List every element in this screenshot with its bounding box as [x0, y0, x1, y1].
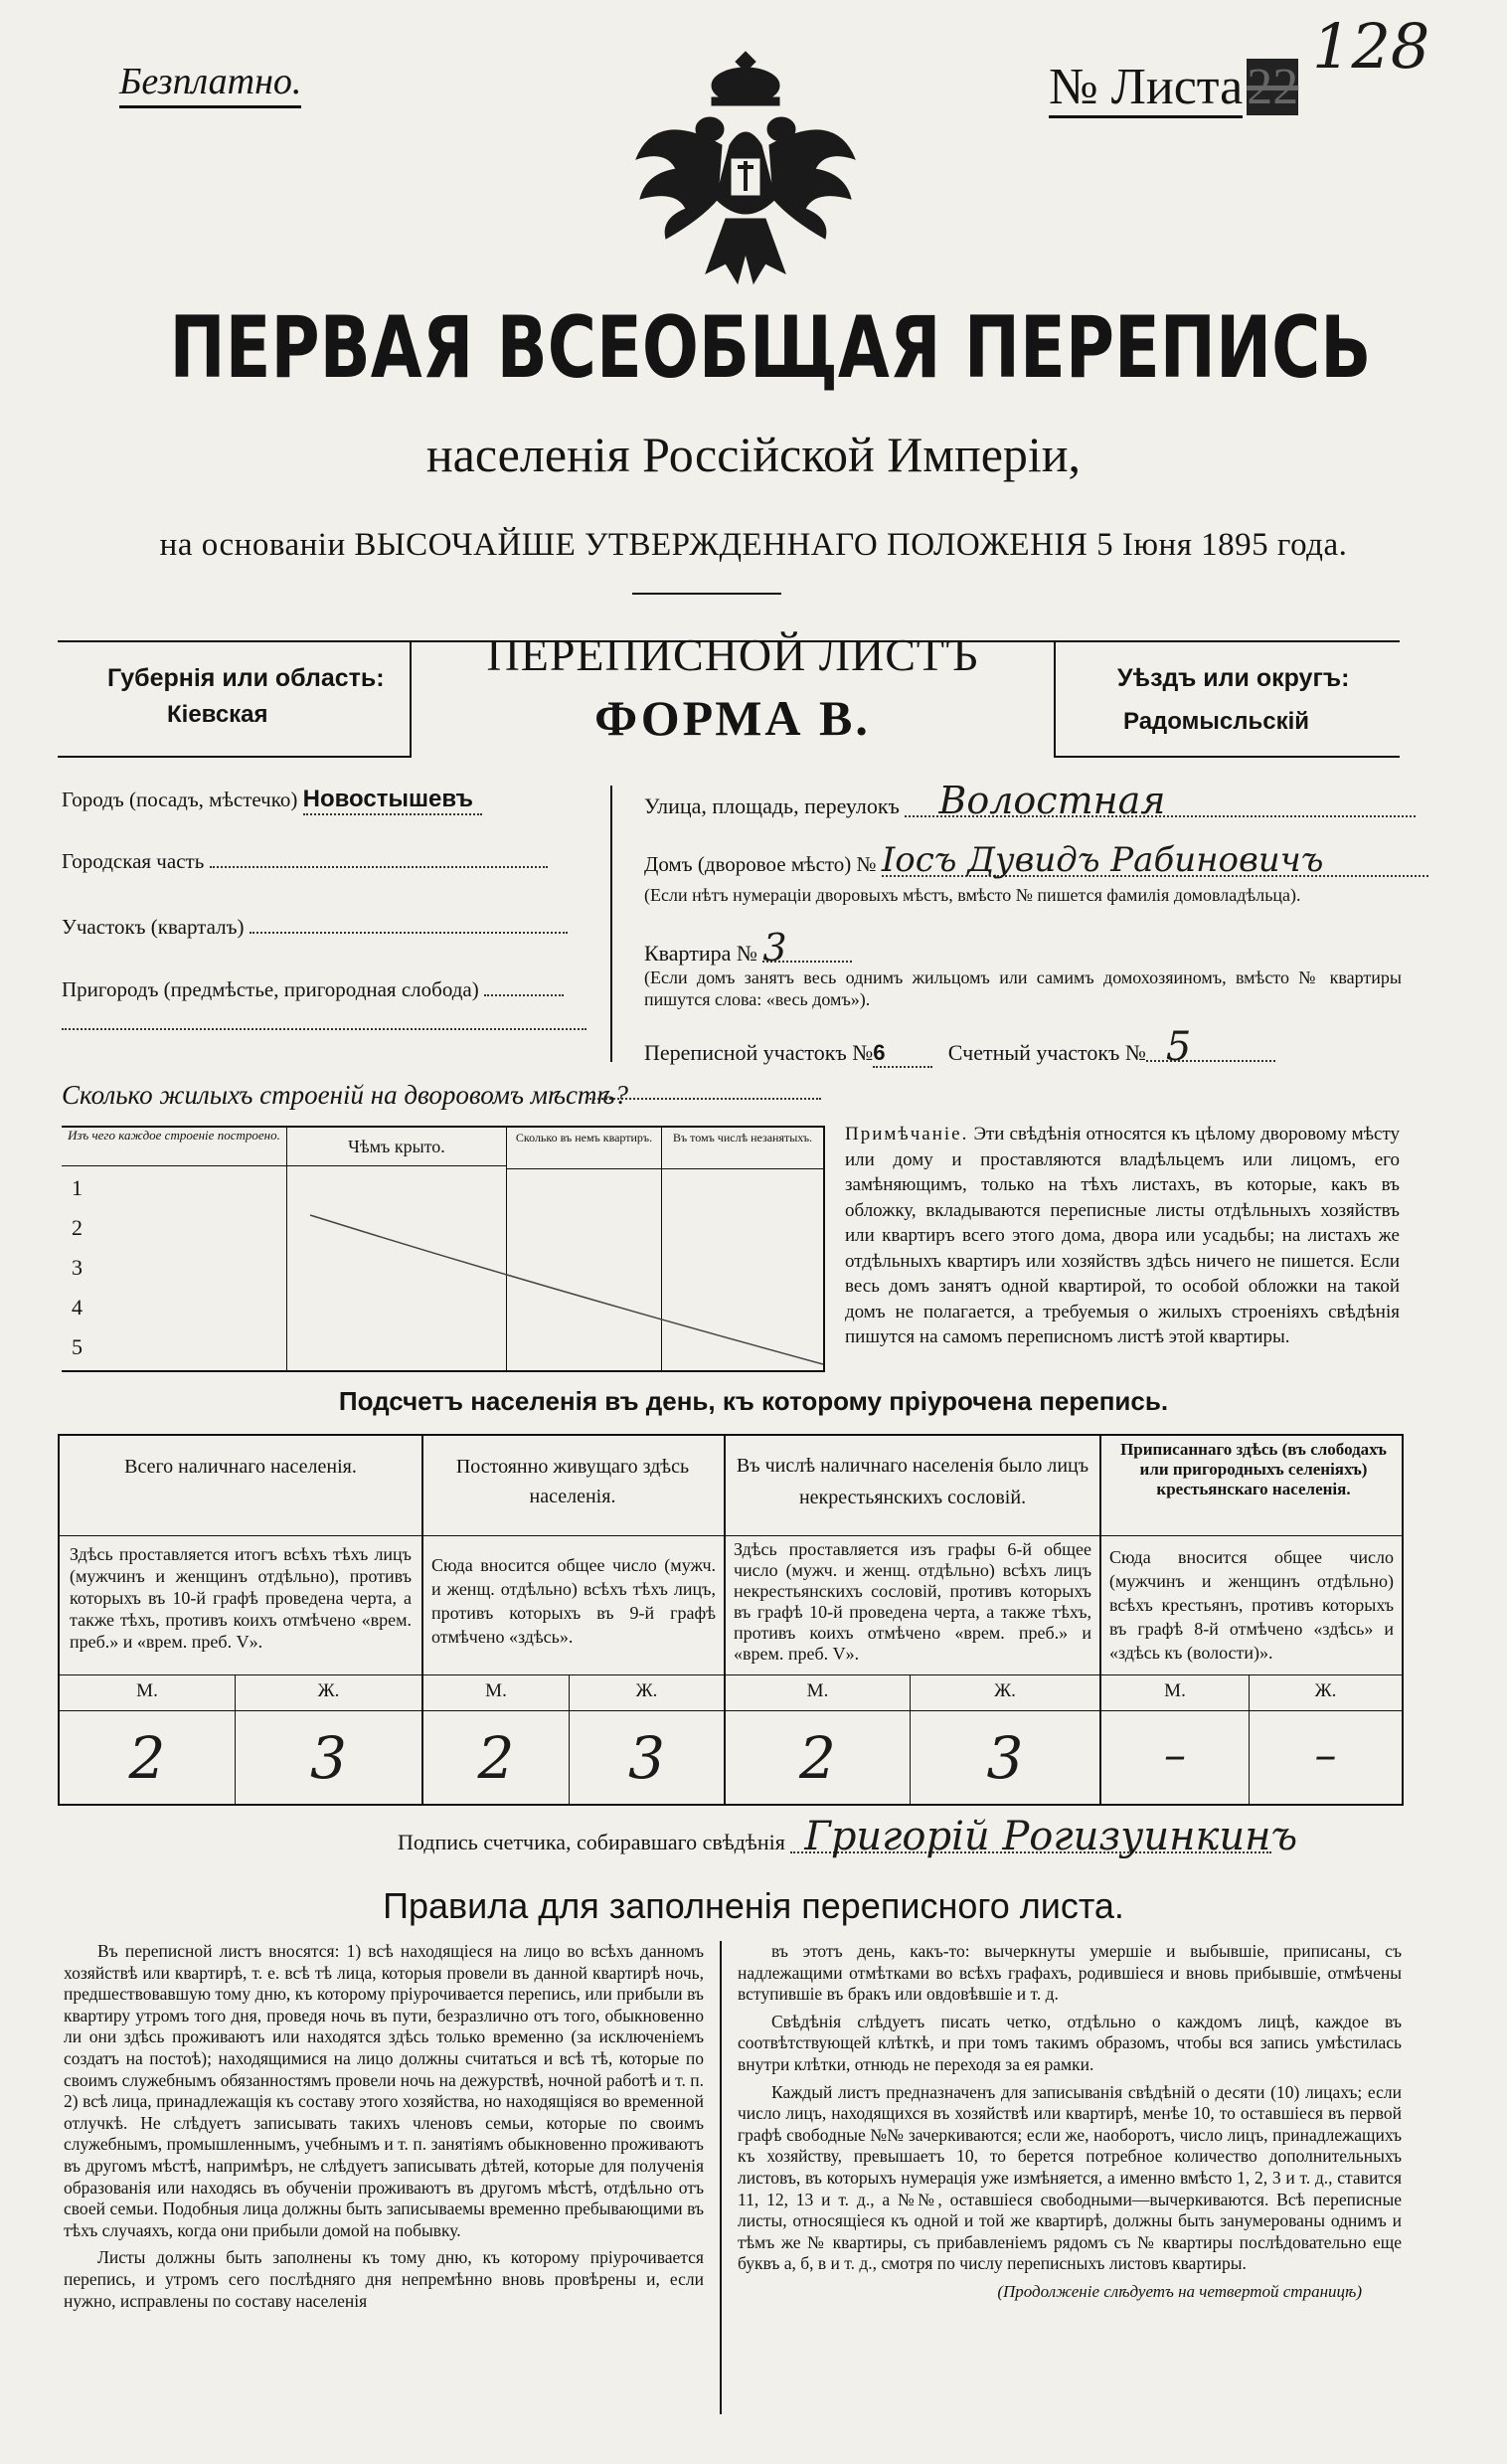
- street-value: Волостная: [905, 786, 1416, 817]
- count-col4-f-label: Ж.: [1314, 1680, 1337, 1701]
- buildings-header-roof: Чѣмъ крыто.: [287, 1128, 507, 1166]
- apartment-label: Квартира №: [644, 941, 757, 966]
- count-col4-m-label: М.: [1164, 1680, 1186, 1701]
- house-note: (Если нѣтъ нумераціи дворовыхъ мѣстъ, вмѣсто № пишется фамилія домовладѣльца).: [644, 885, 1301, 905]
- count-col4-f-value: –: [1314, 1730, 1337, 1781]
- house-field[interactable]: [644, 840, 1439, 880]
- main-title: ПЕРВАЯ ВСЕОБЩАЯ ПЕРЕПИСЬ: [169, 298, 1372, 398]
- count-col2-m-value: 2: [477, 1724, 515, 1792]
- suburb-label: Пригородъ (предмѣстье, пригородная слобода): [62, 977, 479, 1001]
- count-plot-label: Счетный участокъ №: [947, 1040, 1146, 1065]
- form-box-left-bottom-rule: [58, 756, 410, 758]
- decree-line: на основаніи ВЫСОЧАЙШЕ УТВЕРЖДЕННАГО ПОЛОЖЕНІЯ 5 Іюня 1895 года.: [159, 527, 1348, 563]
- county-label: Уѣздъ или округъ:: [1117, 664, 1350, 692]
- buildings-header-apartments: Сколько въ немъ квартиръ.: [507, 1128, 662, 1169]
- form-title: ПЕРЕПИСНОЙ ЛИСТЪ: [486, 629, 979, 680]
- plots-field[interactable]: [644, 1024, 1439, 1070]
- rules-right-p3: Каждый листъ предназначенъ для записыванія свѣдѣній о десяти (10) лицахъ; если число лицъ, находящихся въ хозяйствѣ или квартирѣ, менѣе 10, то оставшіеся въ первой графѣ свободные №№ зачеркиваются; если же, наоборотъ, число лицъ, принадлежащихъ къ хозяйству, превышаетъ 10, то берется потребное количество дополнительныхъ листовъ, въ которыхъ нумерація уже измѣняется, а именно вмѣсто 1, 2, 3 и т. д., ставится 11, 12, 13 и т. д., а №№, оставшіеся свободными—вычеркиваются. Всѣ переписные листы, относящіеся къ одной и той же квартирѣ, должны быть занумерованы однимъ и тѣмъ же № квартиры, съ прибавленіемъ рядомъ съ № квартиры послѣдовательно еще буквъ а, б, в и т. д., смотря по числу переписныхъ листовъ квартиры.: [738, 2081, 1402, 2274]
- count-table: [58, 1434, 1404, 1806]
- count-col4-m-value: –: [1164, 1730, 1186, 1781]
- count-col1-m-label: М.: [136, 1680, 158, 1701]
- buildings-row-3: 3: [72, 1255, 83, 1280]
- town-field[interactable]: [62, 786, 586, 815]
- buildings-row-4: 4: [72, 1295, 83, 1320]
- count-col3-head: Въ числѣ наличнаго населенія было лицъ некрестьянскихъ сословій.: [736, 1455, 1089, 1508]
- town-label: Городъ (посадъ, мѣстечко): [62, 788, 298, 811]
- note: [845, 1122, 1400, 1350]
- count-col1-desc: Здѣсь проставляется итогъ всѣхъ тѣхъ лицъ (мужчинъ и женщинъ отдѣльно), противъ которыхъ въ 10-й графѣ проведена черта, а также тѣхъ, противъ коихъ отмѣчено «врем. преб.» и «врем. преб. V».: [70, 1544, 412, 1652]
- main-title-wrap: [0, 298, 1507, 398]
- count-col1-f-value: 3: [310, 1724, 347, 1792]
- rules-divider: [720, 1941, 722, 2414]
- buildings-header-vacant: Въ томъ числѣ незанятыхъ.: [662, 1128, 823, 1169]
- street-field[interactable]: [644, 779, 1439, 822]
- rules-right-column: [738, 1941, 1402, 2303]
- count-col4-head: Приписаннаго здѣсь (въ слободахъ или пригородныхъ селеніяхъ) крестьянскаго населенія.: [1120, 1440, 1387, 1498]
- rules-right-p2: Свѣдѣнія слѣдуетъ писать четко, отдѣльно о каждомъ лицѣ, каждое въ соотвѣтствующей клѣткѣ, и при томъ такимъ образомъ, чтобы вся запись умѣстилась внутри клѣтки, отнюдь не переходя за ея рамки.: [738, 2011, 1402, 2074]
- apartment-note: (Если домъ занятъ весь однимъ жильцомъ или самимъ домохозяиномъ, вмѣсто № квартиры пишутся слова: «весь домъ»).: [644, 968, 1402, 1009]
- count-plot-value: 5: [1146, 1034, 1275, 1062]
- apartment-field[interactable]: [644, 926, 1439, 969]
- street-label: Улица, площадь, переулокъ: [644, 793, 900, 818]
- city-district-field[interactable]: [62, 849, 586, 874]
- sheet-number: [1049, 58, 1298, 116]
- buildings-table: [62, 1126, 825, 1372]
- province-value: Кіевская: [167, 701, 268, 728]
- imperial-eagle-icon: [626, 50, 865, 288]
- signature-value: Григорій Рогизуинкинъ: [790, 1822, 1271, 1853]
- buildings-question-line: [586, 1098, 821, 1100]
- count-col2-f-label: Ж.: [635, 1680, 658, 1701]
- form-letter: ФОРМА В.: [594, 690, 871, 746]
- buildings-row-1: 1: [72, 1175, 83, 1200]
- house-value: Іосъ Дувидъ Рабиновичъ: [882, 845, 1428, 877]
- subtitle: населенія Россійской Имперіи,: [425, 427, 1082, 482]
- form-box-right-bottom-rule: [1054, 756, 1400, 758]
- note-label: Примѣчаніе.: [845, 1124, 969, 1144]
- precinct-label: Участокъ (кварталъ): [62, 915, 245, 939]
- count-col2-m-label: М.: [485, 1680, 507, 1701]
- count-col3-m-label: М.: [806, 1680, 829, 1701]
- census-plot-value: 6: [873, 1040, 932, 1068]
- sheet-label: № Листа: [1049, 59, 1243, 118]
- province-label: Губернія или область:: [107, 664, 385, 692]
- rules-continued: (Продолженіе слѣдуетъ на четвертой страницѣ): [997, 2281, 1362, 2301]
- count-col1-head: Всего наличнаго населенія.: [124, 1456, 357, 1478]
- count-col2-f-value: 3: [628, 1724, 665, 1792]
- buildings-row-2: 2: [72, 1215, 83, 1240]
- sheet-handwritten-number: 128: [1312, 10, 1430, 83]
- count-col3-f-value: 3: [986, 1724, 1024, 1792]
- town-value: Новостышевъ: [303, 786, 482, 815]
- strike-through-line: [62, 1128, 823, 1370]
- signature-field[interactable]: [398, 1814, 1402, 1859]
- rules-left-column: [64, 1941, 704, 2318]
- rules-left-p1: Въ переписной листъ вносятся: 1) всѣ находящіеся на лицо во всѣхъ данномъ хозяйствѣ или квартирѣ, т. е. всѣ тѣ лица, которыя провели въ данной квартирѣ ночь, предшествовавшую тому дню, къ которому пріурочивается перепись, или прибыли въ квартиру утромъ того дня, проведя ночь въ пути, безразлично отъ того, обыкновенно ли они здѣсь проживаютъ или находятся здѣсь только временно (за исключеніемъ создатъ на постоѣ); находящимися на лицо должны считаться и всѣ тѣ, которые по своимъ служебнымъ обязанностямъ провели ночь на дежурствѣ, ночной работѣ и т. п. 2) всѣ лица, принадлежащія къ составу этого хозяйства, но находящіяся во временной отлучкѣ. Не слѣдуетъ записывать такихъ членовъ семьи, которые по своимъ служебнымъ, промышленнымъ, учебнымъ и т. п. занятіямъ обыкновенно проживаютъ въ другомъ мѣстѣ, напримѣръ, не слѣдуетъ записывать дѣтей, которые для полученія образованія или находясь въ обученіи проживаютъ въ другомъ мѣстѣ, отдѣльно отъ своей семьи. Подобныя лица должны быть записываемы временно пребывающими въ тѣхъ случаяхъ, когда они прибыли домой на побывку.: [64, 1941, 704, 2240]
- sheet-struck-number: 22: [1247, 59, 1299, 115]
- buildings-row-5: 5: [72, 1334, 83, 1359]
- rules-left-p2: Листы должны быть заполнены къ тому дню, къ которому пріурочивается перепись, и утромъ сего послѣдняго дня непремѣнно вновь провѣрены и, если нужно, исправлены по составу населенія: [64, 2247, 704, 2311]
- county-value: Радомысльскій: [1123, 708, 1309, 735]
- buildings-header-material: Изъ чего каждое строеніе построено.: [62, 1128, 287, 1166]
- buildings-question: Сколько жилыхъ строеній на дворовомъ мѣстѣ?: [62, 1080, 628, 1110]
- divider: [632, 593, 781, 595]
- address-divider: [610, 786, 612, 1062]
- house-label: Домъ (дворовое мѣсто) №: [644, 852, 877, 876]
- rules-right-p1: въ этотъ день, какъ-то: вычеркнуты умершіе и выбывшіе, приписаны, съ надлежащими отмѣтками во всѣхъ графахъ, родившіеся и вновь прибывшіе, отмѣчены вступившіе въ бракъ или овдовѣвшіе и т. д.: [738, 1941, 1402, 2005]
- count-col3-f-label: Ж.: [994, 1680, 1016, 1701]
- city-district-label: Городская часть: [62, 849, 205, 873]
- count-col4-desc: Сюда вносится общее число (мужчинъ и женщинъ отдѣльно) всѣхъ крестьянъ, противъ которыхъ въ графѣ 8-й отмѣчено «здѣсь» и «здѣсь къ (волости)».: [1109, 1547, 1394, 1663]
- signature-label: Подпись счетчика, собиравшаго свѣдѣнія: [398, 1830, 785, 1854]
- suburb-field[interactable]: [62, 977, 586, 1030]
- count-col3-m-value: 2: [799, 1724, 836, 1792]
- count-col3-desc: Здѣсь проставляется изъ графы 6-й общее число (мужч. и женщ. отдѣльно) всѣхъ лицъ некрестьянскихъ сословій, противъ которыхъ въ графѣ 10-й проведена черта, а также тѣхъ, противъ коихъ отмѣчено «врем. преб.» и «врем. преб. V».: [734, 1539, 1091, 1664]
- precinct-field[interactable]: [62, 915, 586, 940]
- census-plot-label: Переписной участокъ №: [644, 1040, 874, 1065]
- note-text: Эти свѣдѣнія относятся къ цѣлому дворовому мѣсту или дому и проставляются владѣльцемъ или лицомъ, его замѣняющимъ, только на тѣхъ листахъ, въ которые, какъ въ обложку, вкладываются переписные листы отдѣльныхъ хозяйствъ или квартиръ всего этого дома, двора или усадьбы; на листахъ же отдѣльныхъ квартиръ или хозяйствъ здѣсь ничего не пишется. Если весь домъ занятъ одной квартирой, то особой обложки на такой домъ не полагается, а требуемыя о жилыхъ строеніяхъ свѣдѣнія пишутся на самомъ переписномъ листѣ этой квартиры.: [845, 1124, 1401, 1347]
- count-col1-f-label: Ж.: [317, 1680, 340, 1701]
- count-col2-desc: Сюда вносится общее число (мужч. и женщ. отдѣльно) всѣхъ тѣхъ лицъ, противъ которыхъ въ 9-й графѣ отмѣчено «здѣсь».: [431, 1555, 716, 1647]
- count-col2-head: Постоянно живущаго здѣсь населенія.: [455, 1456, 690, 1507]
- count-title: Подсчетъ населенія въ день, къ которому пріурочена перепись.: [338, 1386, 1169, 1416]
- apartment-value: 3: [762, 935, 852, 963]
- count-col1-m-value: 2: [128, 1724, 166, 1792]
- free-label: Безплатно.: [119, 60, 301, 108]
- rules-title: Правила для заполненія переписного листа.: [383, 1885, 1124, 1926]
